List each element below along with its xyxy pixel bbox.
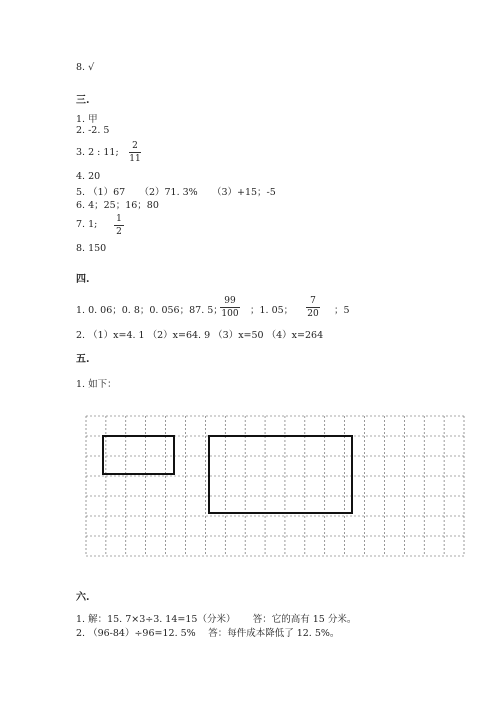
answer-line: 1. 如下：: [76, 379, 117, 390]
answer-line: 4. 20: [76, 171, 101, 182]
fraction: [114, 214, 124, 237]
fraction-numerator: 99: [224, 296, 236, 306]
fraction-numerator: 1: [116, 214, 122, 224]
answer-line: 8. 150: [76, 243, 107, 254]
section-heading-4: 四.: [76, 274, 90, 285]
section-heading-5: 五.: [76, 354, 90, 365]
answer-segment: ；5: [334, 305, 350, 316]
answer-line: 7. 1;: [76, 219, 98, 230]
section-heading-3: 三.: [76, 95, 90, 106]
fraction-bar: [306, 307, 320, 308]
small-rectangle: [103, 436, 174, 474]
answer-line: 1. 0. 06；0. 8；0. 056；87. 5；: [76, 305, 223, 316]
section-heading-6: 六.: [76, 592, 90, 603]
answer-line: 5. （1）67 （2）71. 3% （3）+15；-5: [76, 187, 276, 198]
answer-line: 2. （1）x=4. 1 （2）x=64. 9 （3）x=50 （4）x=264: [76, 330, 324, 341]
fraction: [220, 296, 240, 319]
answer-line: 3. 2 : 11;: [76, 147, 119, 158]
fraction-denominator: 100: [221, 309, 239, 319]
fraction-numerator: 7: [310, 296, 316, 306]
answer-line: 8. √: [76, 62, 95, 73]
fraction-bar: [220, 307, 240, 308]
fraction-denominator: 11: [129, 154, 141, 164]
answer-line: 2. -2. 5: [76, 125, 110, 136]
fraction-denominator: 20: [307, 309, 319, 319]
answer-line: 6. 4；25；16；80: [76, 200, 159, 211]
answer-line: 2. （96-84）÷96=12. 5% 答：每件成本降低了 12. 5%。: [76, 628, 340, 639]
answer-segment: ；1. 05；: [250, 305, 294, 316]
fraction-bar: [129, 152, 141, 153]
fraction: [129, 141, 141, 164]
large-rectangle: [209, 436, 352, 513]
dotted-grid: [85, 415, 465, 557]
fraction: [306, 296, 320, 319]
fraction-denominator: 2: [116, 227, 122, 237]
answer-line: 1. 甲: [76, 114, 98, 125]
fraction-numerator: 2: [132, 141, 138, 151]
fraction-bar: [114, 225, 124, 226]
answer-line: 1. 解：15. 7×3÷3. 14=15（分米） 答：它的高有 15 分米。: [76, 614, 357, 625]
